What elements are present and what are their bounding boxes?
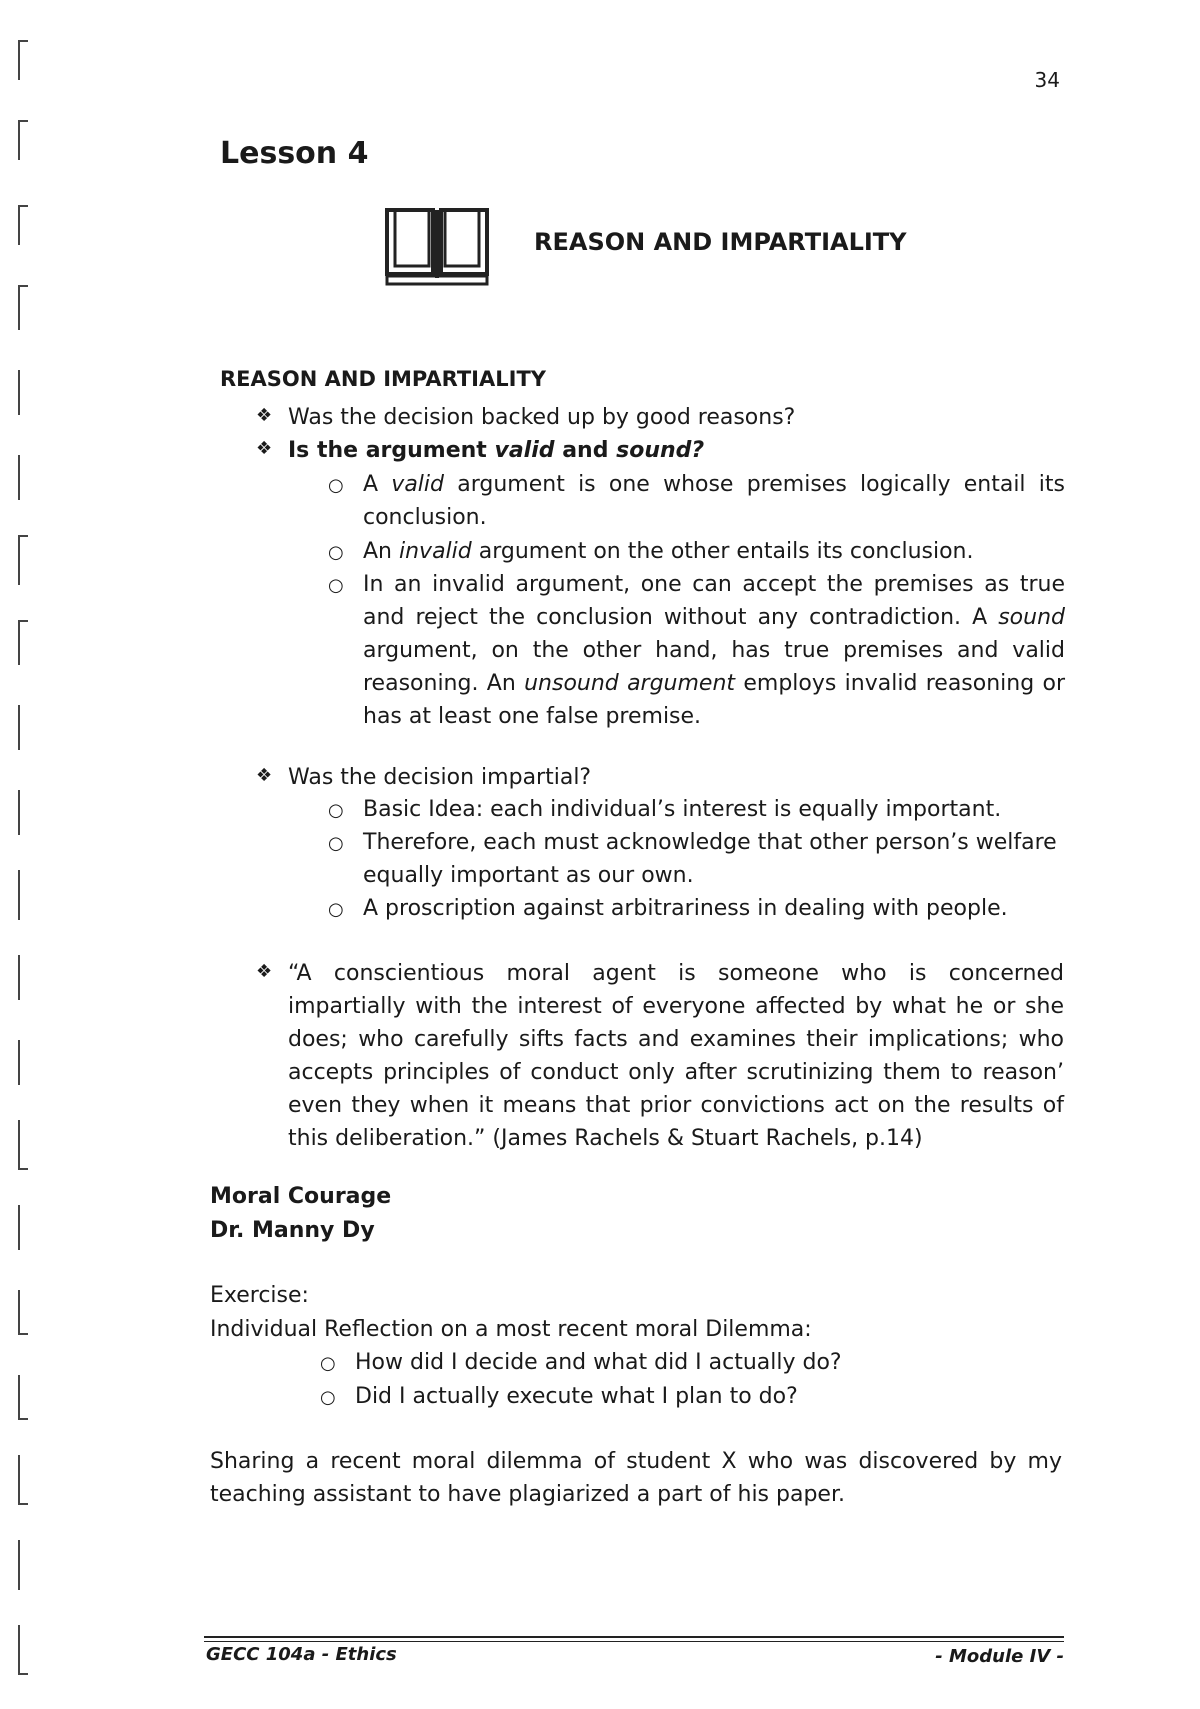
exercise-label: Exercise:: [210, 1283, 309, 1308]
sub-item-proscription: A proscription against arbitrariness in dealing with people.: [363, 896, 1008, 921]
footer-rule: [204, 1641, 1064, 1642]
circle-bullet-icon: ○: [328, 542, 344, 563]
sub-item-valid: A valid argument is one whose premises logically entail its conclusion.: [363, 472, 1065, 530]
exercise-item: Did I actually execute what I plan to do?: [355, 1384, 798, 1409]
moral-courage-author: Dr. Manny Dy: [210, 1218, 375, 1243]
circle-bullet-icon: ○: [320, 1387, 336, 1408]
moral-courage-title: Moral Courage: [210, 1184, 392, 1209]
quote-conscientious-agent: “A conscientious moral agent is someone who is concerned impartially with the interest of everyone affected by what he or she does; who carefully sifts facts and examines their implications; who accepts principles of conduct only after scrutinizing them to reason’ even they when it means that prior convictions act on the results of this deliberation.” (James Rachels & Stuart Rachels, p.14): [288, 961, 1064, 1151]
bullet-question-reasons: Was the decision backed up by good reasons?: [288, 405, 796, 430]
sub-item-basic-idea: Basic Idea: each individual’s interest is equally important.: [363, 797, 1002, 822]
diamond-bullet-icon: ❖: [256, 405, 273, 426]
circle-bullet-icon: ○: [328, 575, 344, 596]
circle-bullet-icon: ○: [328, 800, 344, 821]
diamond-bullet-icon: ❖: [256, 765, 273, 786]
sub-item-therefore: Therefore, each must acknowledge that other person’s welfare equally important as our own.: [363, 830, 1057, 888]
document-title: REASON AND IMPARTIALITY: [534, 228, 907, 256]
circle-bullet-icon: ○: [328, 899, 344, 920]
lesson-heading: Lesson 4: [220, 136, 369, 171]
circle-bullet-icon: ○: [320, 1353, 336, 1374]
book-icon: [385, 206, 489, 288]
exercise-item: How did I decide and what did I actually do?: [355, 1350, 842, 1375]
sub-item-invalid-argument: In an invalid argument, one can accept the premises as true and reject the conclusion without any contradiction. A sound argument, on the other hand, has true premises and valid reasoning. An unsound argument employs invalid reasoning or has at least one false premise.: [363, 572, 1066, 729]
circle-bullet-icon: ○: [328, 833, 344, 854]
circle-bullet-icon: ○: [328, 475, 344, 496]
footer-course: GECC 104a - Ethics: [206, 1644, 397, 1665]
sub-item-invalid: An invalid argument on the other entails its conclusion.: [363, 539, 974, 564]
bullet-question-argument: Is the argument valid and sound?: [288, 438, 705, 463]
page-number: 34: [1034, 68, 1060, 92]
footer-module: - Module IV -: [935, 1646, 1064, 1667]
diamond-bullet-icon: ❖: [256, 438, 273, 459]
bullet-question-impartial: Was the decision impartial?: [288, 765, 592, 790]
sharing-paragraph: Sharing a recent moral dilemma of student X who was discovered by my teaching assistant to have plagiarized a part of his paper.: [210, 1449, 1062, 1507]
footer-rule: [204, 1636, 1064, 1638]
diamond-bullet-icon: ❖: [256, 961, 273, 982]
section-heading: REASON AND IMPARTIALITY: [220, 367, 546, 391]
exercise-intro: Individual Reflection on a most recent moral Dilemma:: [210, 1317, 812, 1342]
